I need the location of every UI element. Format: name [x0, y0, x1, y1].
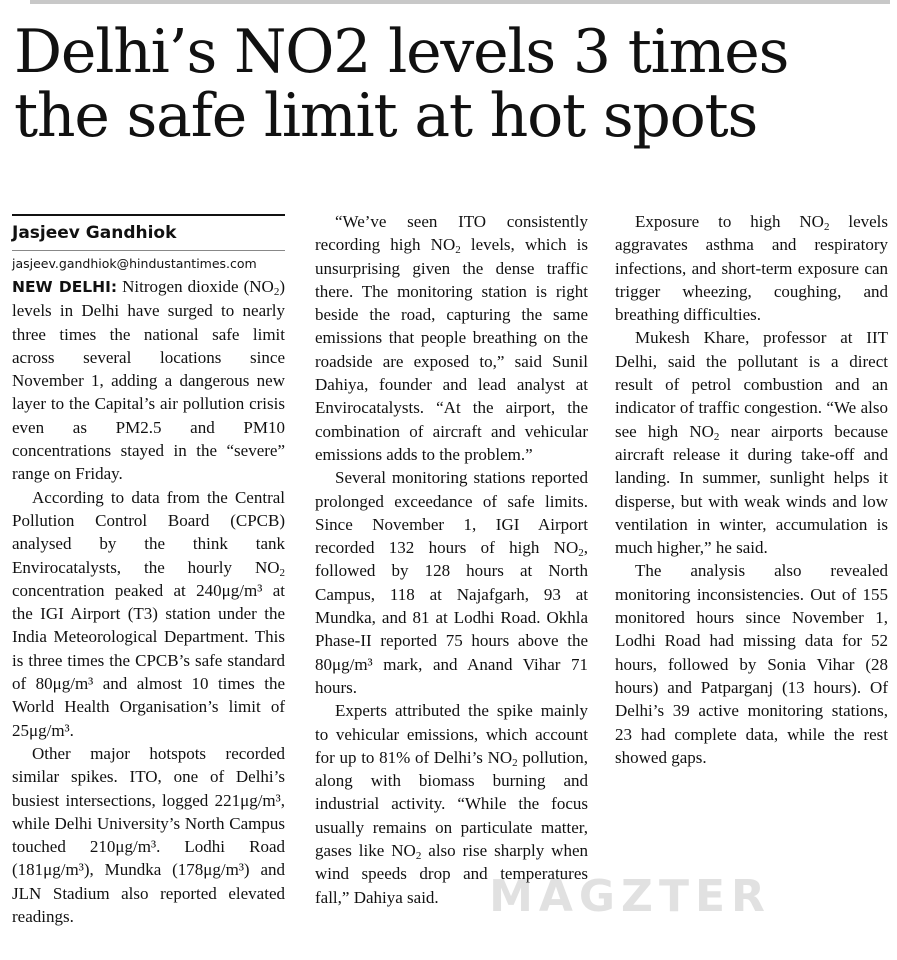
paragraph-9-text: The analysis also revealed monitoring inconsistencies. Out of 155 monitored hours since November 1, Lodhi Road had missing data for 52 hours, followed by Sonia Vihar (28 hours) and Patparganj (13 hours). Of Delhi’s 39 active monitoring stations, 23 had complete data, while the rest showed gaps. [615, 561, 888, 767]
paragraph-2 [12, 486, 285, 742]
paragraph-1-text-a: Nitrogen dioxide (NO [117, 277, 274, 296]
subscript: 2 [512, 756, 518, 769]
paragraph-4 [315, 210, 588, 466]
column-2 [315, 210, 588, 909]
column-1 [12, 214, 285, 928]
paragraph-8-text-b: near airports because aircraft release it during take-off and landing. In summer, sunlight helps it disperse, but with weak winds and low ventilation in winter, accumulation is much higher,” he said. [615, 421, 889, 558]
watermark-logo: MAGZTER [489, 871, 771, 922]
author-name: Jasjeev Gandhiok [12, 223, 177, 243]
paragraph-7-text-b: levels aggravates asthma and respiratory infections, and short-term exposure can trigger wheezing, coughing, and breathing difficulties. [615, 212, 888, 325]
paragraph-1-text-b: ) levels in Delhi have surged to nearly three times the national safe limit across several locations since November 1, adding a dangerous new layer to the Capital’s air pollution crisis even as PM2.5 and PM10 concentrations stayed in the “severe” range on Friday. [12, 277, 285, 484]
top-rule [30, 0, 890, 4]
paragraph-6-text-b: pollution, along with biomass burning and industrial activity. “While the focus usually remains on particulate matter, gases like NO [315, 747, 588, 861]
paragraph-3-text: Other major hotspots recorded similar spikes. ITO, one of Delhi’s busiest intersections, logged 221μg/m³, while Delhi University’s North Campus touched 210μg/m³. Lodhi Road (181μg/m³), Mundka (178μg/m³) and JLN Stadium also reported elevated readings. [12, 743, 285, 927]
paragraph-6-text-a: Experts attributed the spike mainly to vehicular emissions, which account for up to 81% of Delhi’s NO [315, 701, 588, 767]
paragraph-8-text-a: Mukesh Khare, professor at IIT Delhi, said the pollutant is a direct result of petrol combustion and an indicator of traffic congestion. “We also see high NO [615, 328, 888, 441]
subscript: 2 [713, 430, 720, 443]
subscript: 2 [415, 850, 422, 863]
author-email: jasjeev.gandhiok@hindustantimes.com [12, 250, 285, 275]
paragraph-3 [12, 742, 285, 928]
paragraph-5-text-a: Several monitoring stations reported prolonged exceedance of safe limits. Since November 1, IGI Airport recorded 132 hours of high NO [315, 468, 588, 558]
paragraph-7-text-a: Exposure to high NO [635, 212, 824, 231]
paragraph-5-text-b: , followed by 128 hours at North Campus, 118 at Najafgarh, 93 at Mundka, and 81 at Lodhi Road. Okhla Phase-II reported 75 hours above the 80μg/m³ mark, and Anand Vihar 71 hours. [315, 538, 588, 697]
paragraph-1 [12, 275, 285, 486]
paragraph-4-text-b: levels, which is unsurprising given the dense traffic there. The monitoring station is right beside the road, capturing the same emissions that people breathing on the roadside are exposed to,” said Sunil Dahiya, founder and lead analyst at Envirocatalysts. “At the airport, the combination of aircraft and vehicular emissions adds to the problem.” [315, 235, 588, 464]
paragraph-6 [315, 699, 588, 909]
subscript: 2 [455, 244, 461, 257]
subscript: 2 [273, 286, 280, 298]
column-3 [615, 210, 888, 769]
subscript: 2 [279, 566, 285, 579]
paragraph-8 [615, 326, 888, 559]
subscript: 2 [578, 547, 584, 560]
headline-line-1: Delhi’s NO2 levels 3 times [14, 17, 789, 87]
dateline: NEW DELHI: [12, 278, 118, 296]
byline-rule [12, 214, 285, 216]
headline-line-2: the safe limit at hot spots [14, 81, 758, 151]
paragraph-5 [315, 466, 588, 699]
paragraph-2-text-b: concentration peaked at 240μg/m³ at the IGI Airport (T3) station under the India Meteorological Department. This is three times the CPCB’s safe standard of 80μg/m³ and almost 10 times the World Health Organisation’s limit of 25μg/m³. [12, 580, 285, 740]
subscript: 2 [823, 221, 830, 233]
paragraph-2-text-a: According to data from the Central Pollution Control Board (CPCB) analysed by the think tank Envirocatalysts, the hourly NO [12, 487, 285, 577]
paragraph-7 [615, 210, 888, 326]
paragraph-6-text-c: also rise sharply when wind speeds drop and temperatures fall,” Dahiya said. [315, 841, 588, 907]
headline [14, 17, 889, 151]
paragraph-9 [615, 559, 888, 769]
paragraph-4-text-a: “We’ve seen ITO consistently recording high NO [315, 212, 588, 255]
